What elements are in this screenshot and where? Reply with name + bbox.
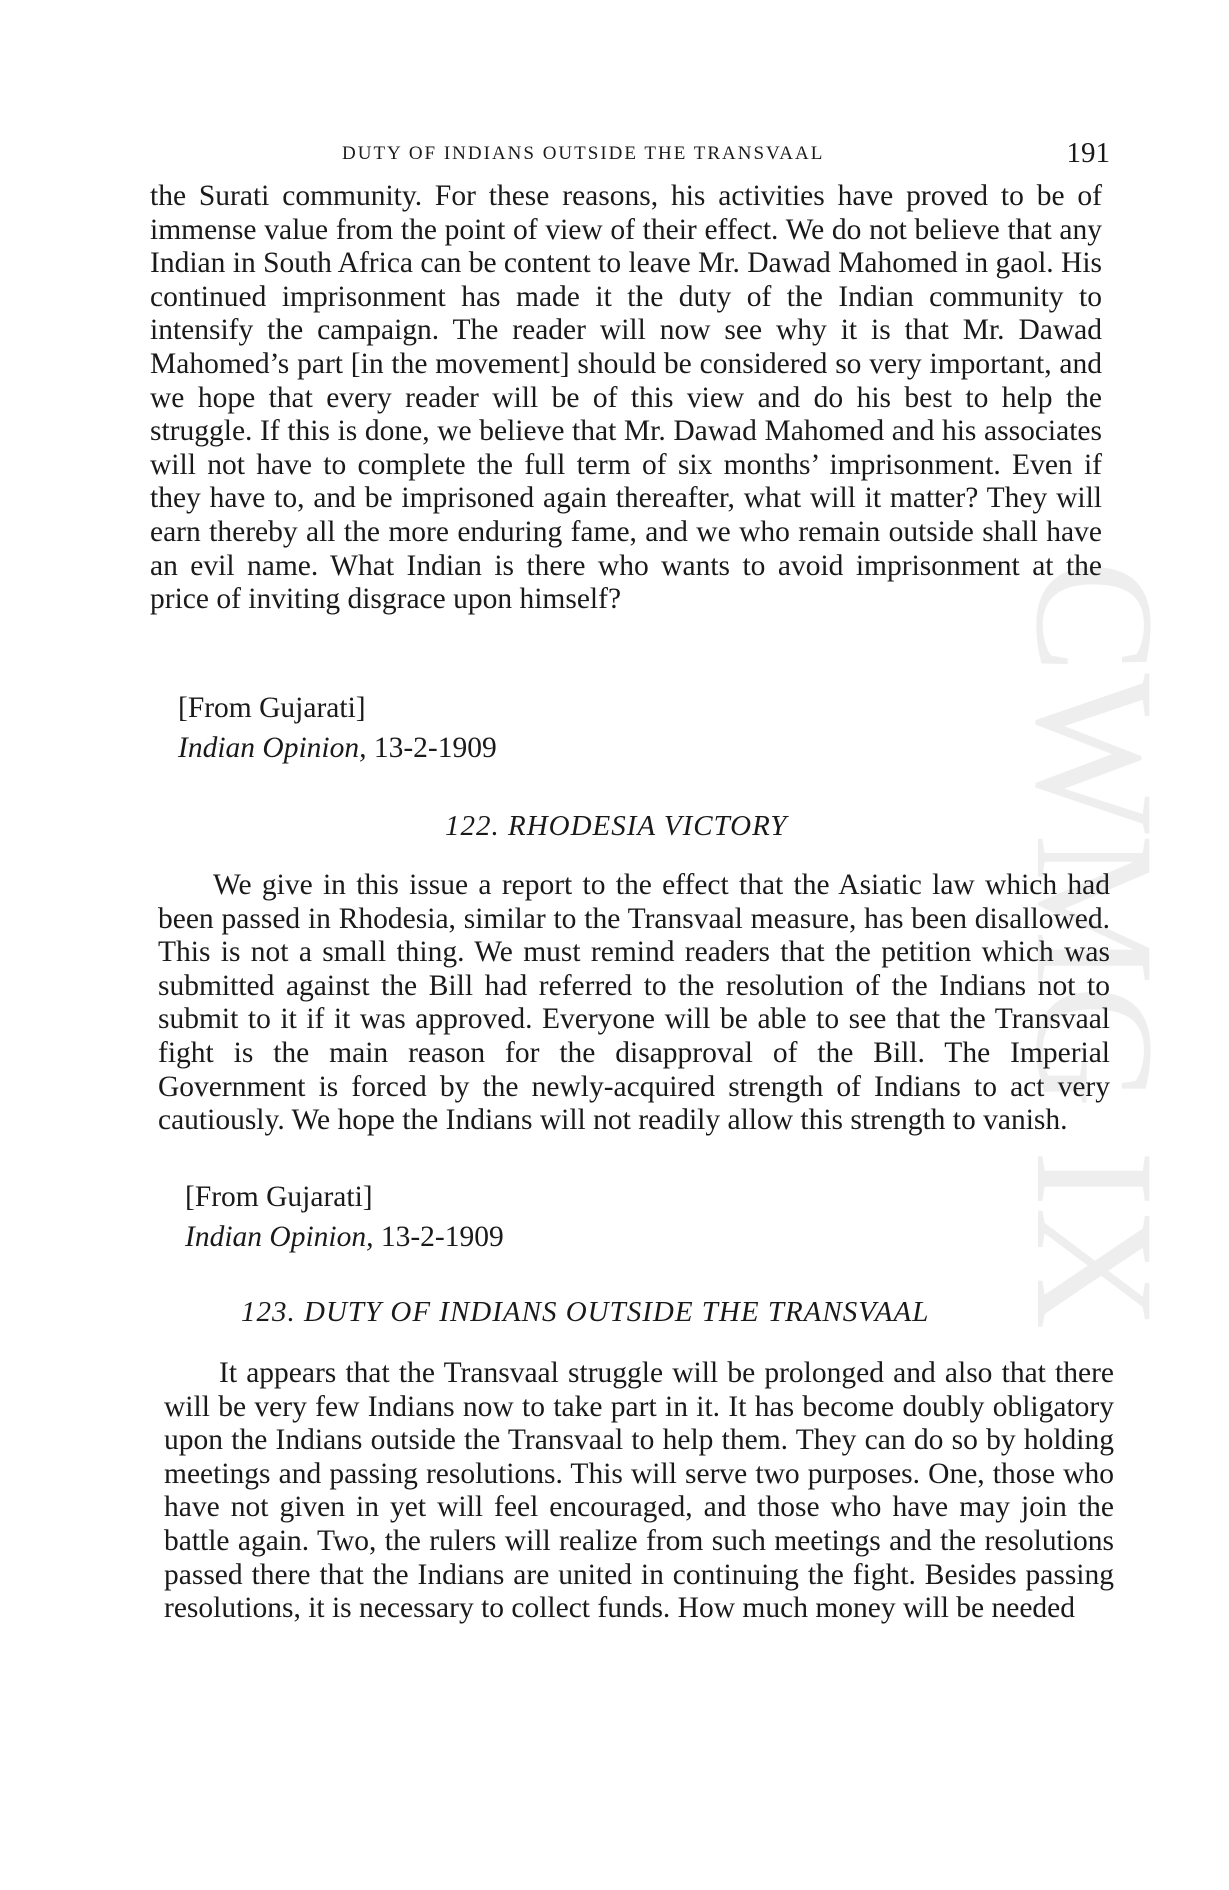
article-body: We give in this issue a report to the effect that the Asiatic law which had been passed in Rhodesia, similar to the Transvaal measure, has been disallowed. This is not a small thing. We must remind readers that the petition which was submitted against the Bill had referred to the resolution of the Indians not to submit to it if it was approved. Everyone will be able to see that the Transvaal fight is the main reason for the disapproval of the Bill. The Imperial Government is forced by the newly-acquired strength of Indians to act very cautiously. We hope the Indians will not readily allow this strength to vanish. — [158, 869, 1110, 1137]
article-heading: 122. RHODESIA VICTORY — [445, 810, 788, 842]
publication-date: 13-2-1909 — [380, 1221, 504, 1253]
article-body: It appears that the Transvaal struggle will be prolonged and also that there will be very few Indians now to take part in it. It has become doubly obligatory upon the Indians outside the Transvaal to help them. They can do so by holding meetings and passing resolutions. This will serve two purposes. One, those who have not given in yet will feel encouraged, and those who have may join the battle again. Two, the rulers will realize from such meetings and the resolutions passed there that the Indians are united in continuing the fight. Besides passing resolutions, it is necessary to collect funds. How much money will be needed — [164, 1357, 1114, 1625]
source-language: [From Gujarati] — [185, 1181, 373, 1213]
article-heading: 123. DUTY OF INDIANS OUTSIDE THE TRANSVAAL — [241, 1296, 930, 1328]
source-citation — [178, 688, 497, 768]
publication-name: Indian Opinion, — [178, 732, 367, 764]
publication-name: Indian Opinion, — [185, 1221, 374, 1253]
running-header — [150, 137, 1110, 177]
source-citation — [185, 1177, 504, 1257]
publication-date: 13-2-1909 — [373, 732, 497, 764]
source-reference — [178, 728, 497, 768]
source-reference — [185, 1217, 504, 1257]
paragraph-continued: the Surati community. For these reasons, his activities have proved to be of immense value from the point of view of their effect. We do not believe that any Indian in South Africa can be content to leave Mr. Dawad Mahomed in gaol. His continued imprisonment has made it the duty of the Indian community to intensify the campaign. The reader will now see why it is that Mr. Dawad Mahomed’s part [in the movement] should be considered so very important, and we hope that every reader will be of this view and do his best to help the struggle. If this is done, we believe that Mr. Dawad Mahomed and his associates will not have to complete the full term of six months’ imprisonment. Even if they have to, and be imprisoned again thereafter, what will it matter? They will earn thereby all the more enduring fame, and we who remain outside shall have an evil name. What Indian is there who wants to avoid imprisonment at the price of inviting disgrace upon himself? — [150, 180, 1102, 616]
page-number: 191 — [1066, 137, 1110, 169]
running-title: DUTY OF INDIANS OUTSIDE THE TRANSVAAL — [342, 143, 825, 164]
source-language: [From Gujarati] — [178, 692, 366, 724]
watermark: CWMG IX — [1001, 560, 1189, 1330]
